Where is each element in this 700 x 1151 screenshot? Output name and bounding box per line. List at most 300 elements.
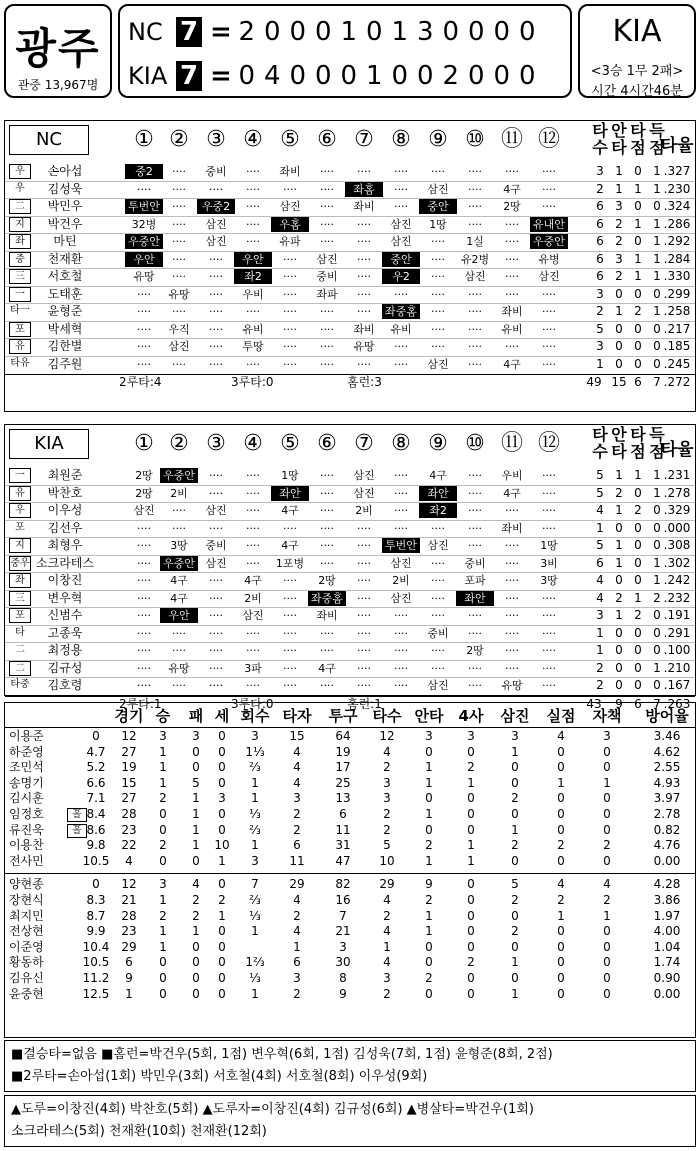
at-bat-result-inning-5: ····: [283, 591, 297, 605]
at-bat-result-inning-6: ····: [320, 322, 334, 336]
pitcher-stat-1: 27: [121, 791, 137, 806]
inning-header-12: ⑫: [537, 431, 560, 456]
pitcher-stat-12: 4: [557, 877, 565, 892]
pitcher-stat-11: 2: [511, 893, 519, 907]
batter-row: [5, 660, 695, 677]
batter-h: 0: [615, 356, 623, 371]
inning-header-8: ⑧: [391, 127, 411, 152]
at-bat-result-inning-5: ····: [283, 644, 297, 657]
at-bat-result-inning-5: ····: [283, 182, 297, 196]
batter-rbi: 1: [634, 468, 642, 482]
batter-h: 1: [615, 538, 623, 552]
away-inning-10-runs: 0: [467, 17, 485, 47]
at-bat-result-inning-4: 우비: [242, 287, 264, 301]
stat-header-top-3: 타: [630, 425, 646, 444]
at-bat-result-inning-2: 유땅: [168, 287, 190, 301]
batter-row: [5, 520, 695, 537]
batter-avg: .100: [663, 643, 691, 657]
pitcher-stat-7: 8: [339, 971, 347, 985]
batter-h: 0: [615, 321, 623, 336]
position-label: 三: [9, 269, 31, 284]
at-bat-result-inning-4: 4구: [244, 574, 262, 587]
at-bat-result-inning-2: 4구: [170, 574, 188, 587]
pitching-header-11: 삼진: [500, 707, 530, 725]
pitcher-stat-13: 1: [603, 908, 611, 923]
batter-r: 0: [653, 356, 661, 371]
batter-r: 1: [653, 251, 661, 266]
batter-name: 손아섭: [47, 164, 83, 178]
at-bat-result-inning-11: ····: [505, 661, 519, 675]
at-bat-result-inning-4: ····: [246, 679, 260, 692]
at-bat-result-inning-4: ····: [246, 644, 260, 657]
at-bat-result-inning-7: ····: [357, 626, 371, 640]
at-bat-result-inning-7: ····: [357, 287, 371, 301]
pitcher-stat-13: 0: [603, 760, 611, 775]
away-inning-3-runs: 0: [289, 17, 307, 47]
at-bat-result-inning-1: ····: [137, 661, 151, 675]
pitcher-entry-inning: 4.7: [86, 744, 106, 759]
at-bat-result-inning-7: ····: [357, 609, 371, 622]
pitcher-stat-2: 2: [159, 791, 167, 806]
batter-h: 0: [615, 660, 623, 675]
pitcher-entry-inning: 10.5: [82, 853, 110, 868]
batter-avg: .210: [663, 660, 691, 675]
batter-ab: 2: [596, 678, 604, 692]
at-bat-result-inning-5: 좌안: [271, 486, 309, 501]
at-bat-result-inning-8: ····: [394, 200, 408, 213]
inning-header-7: ⑦: [354, 127, 374, 152]
at-bat-result-inning-11: ····: [505, 235, 519, 248]
batter-row: [5, 286, 695, 303]
pitcher-stat-10: 0: [467, 971, 475, 985]
at-bat-result-inning-12: 3비: [540, 556, 558, 570]
row-divider: [5, 485, 695, 486]
pitcher-row: [5, 909, 695, 925]
pitcher-entry-inning: 12.5: [82, 986, 110, 1001]
batter-name: 김주원: [47, 356, 83, 371]
at-bat-result-inning-5: 4구: [281, 539, 299, 552]
pitcher-stat-2: 1: [159, 775, 167, 790]
at-bat-result-inning-8: 유비: [390, 322, 412, 336]
batter-h: 0: [615, 678, 623, 692]
pitcher-stat-5: ⅔: [249, 893, 261, 907]
pitcher-stat-13: 0: [603, 807, 611, 821]
pitcher-stat-4: 0: [218, 939, 226, 954]
position-label: 타: [15, 626, 25, 638]
position-label: 타유: [10, 357, 30, 369]
pitcher-stat-2: 0: [159, 971, 167, 985]
at-bat-result-inning-6: ····: [320, 626, 334, 640]
game-notes-hits: [4, 1040, 696, 1092]
batter-r: 1: [653, 304, 661, 318]
at-bat-result-inning-12: ····: [542, 521, 556, 535]
pitcher-stat-5: 1: [251, 791, 259, 806]
pitcher-row: [5, 807, 695, 823]
batter-h: 0: [615, 573, 623, 587]
at-bat-result-inning-10: ····: [468, 486, 482, 500]
pitcher-stat-9: 0: [425, 955, 433, 970]
position-label: 우: [9, 164, 31, 179]
team-total-h: 9: [615, 696, 623, 711]
home-inning-8-runs: 0: [416, 61, 434, 91]
pitcher-stat-2: 1: [159, 924, 167, 939]
at-bat-result-inning-3: 우중2: [197, 199, 235, 214]
pitcher-stat-5: 1: [251, 924, 259, 939]
at-bat-result-inning-5: ····: [283, 287, 297, 301]
pitcher-stat-8: 3: [383, 971, 391, 985]
at-bat-result-inning-7: ····: [357, 165, 371, 178]
at-bat-result-inning-6: ····: [320, 486, 334, 500]
at-bat-result-inning-3: ····: [209, 521, 223, 535]
pitcher-stat-6: 29: [289, 877, 305, 892]
row-divider: [5, 181, 695, 182]
pitcher-stat-4: 0: [218, 807, 226, 821]
at-bat-result-inning-7: ····: [357, 574, 371, 587]
row-divider: [5, 338, 695, 339]
batter-r: 1: [653, 234, 661, 248]
at-bat-result-inning-7: ····: [357, 556, 371, 570]
pitcher-stat-12: 0: [557, 791, 565, 806]
at-bat-result-inning-2: ····: [172, 252, 186, 266]
batter-avg: .245: [663, 356, 691, 371]
pitcher-stat-9: 1: [425, 807, 433, 821]
pitcher-stat-1: 1: [125, 986, 133, 1001]
homerun-total: 홈런:3: [347, 375, 382, 389]
at-bat-result-inning-5: ····: [283, 661, 297, 675]
pitching-header-7: 투구: [328, 707, 358, 725]
at-bat-result-inning-12: ····: [542, 165, 556, 178]
pitcher-stat-11: 0: [511, 775, 519, 790]
batter-row: [5, 590, 695, 607]
at-bat-result-inning-6: 좌파: [316, 287, 338, 301]
at-bat-result-inning-8: ····: [394, 357, 408, 371]
at-bat-result-inning-8: 중안: [382, 252, 420, 267]
pitcher-row: [5, 940, 695, 956]
at-bat-result-inning-1: ····: [137, 287, 151, 301]
pitcher-row: [5, 893, 695, 909]
at-bat-result-inning-12: ····: [542, 287, 556, 301]
batter-ab: 2: [596, 181, 604, 196]
pitcher-stat-13: 4: [603, 877, 611, 892]
pitcher-stat-1: 15: [121, 775, 137, 790]
pitcher-stat-6: 4: [293, 893, 301, 907]
at-bat-result-inning-3: ····: [209, 661, 223, 675]
pitcher-stat-14: 4.28: [653, 877, 681, 892]
at-bat-result-inning-3: ····: [209, 626, 223, 640]
pitcher-stat-9: 9: [425, 877, 433, 892]
at-bat-result-inning-9: ····: [431, 287, 445, 301]
batter-rbi: 0: [634, 660, 642, 675]
away-total-runs: 7: [176, 17, 202, 47]
at-bat-result-inning-3: ····: [209, 574, 223, 587]
at-bat-result-inning-7: 삼진: [353, 486, 375, 500]
pitcher-stat-7: 3: [339, 939, 347, 954]
pitcher-stat-7: 19: [335, 744, 351, 759]
home-inning-7-runs: 0: [391, 61, 409, 91]
at-bat-result-inning-12: ····: [542, 340, 556, 353]
row-divider: [5, 625, 695, 626]
pitcher-stat-11: 5: [511, 877, 519, 892]
at-bat-result-inning-7: ····: [357, 644, 371, 657]
at-bat-result-inning-1: ····: [137, 556, 151, 570]
pitcher-stat-4: 0: [218, 955, 226, 970]
batter-h: 2: [615, 216, 623, 231]
at-bat-result-inning-9: 중비: [427, 626, 449, 640]
at-bat-result-inning-1: ····: [137, 609, 151, 622]
pitcher-stat-10: 0: [467, 807, 475, 821]
at-bat-result-inning-10: ····: [468, 679, 482, 692]
at-bat-result-inning-6: ····: [320, 217, 334, 231]
batter-ab: 1: [596, 625, 604, 640]
batter-row: [5, 356, 695, 373]
at-bat-result-inning-12: ····: [542, 591, 556, 605]
stat-header-top-2: 안: [611, 425, 627, 444]
at-bat-result-inning-8: ····: [394, 521, 408, 535]
at-bat-result-inning-2: ····: [172, 305, 186, 318]
pitcher-stat-12: 0: [557, 744, 565, 759]
batter-rbi: 0: [634, 321, 642, 336]
pitcher-stat-6: 1: [293, 939, 301, 954]
away-inning-5-runs: 1: [340, 17, 358, 47]
pitcher-stat-14: 0.00: [653, 986, 681, 1001]
at-bat-result-inning-1: ····: [137, 357, 151, 371]
batter-rbi: 1: [634, 216, 642, 231]
pitcher-stat-12: 0: [557, 939, 565, 954]
at-bat-result-inning-1: ····: [137, 521, 151, 535]
pitcher-stat-6: 15: [289, 729, 305, 743]
at-bat-result-inning-6: 4구: [318, 661, 336, 675]
pitcher-stat-5: ⅓: [249, 908, 261, 923]
at-bat-result-inning-10: ····: [468, 322, 482, 336]
batter-ab: 6: [596, 216, 604, 231]
batter-rbi: 0: [634, 573, 642, 587]
pitcher-stat-5: ⅔: [249, 760, 261, 775]
pitcher-stat-1: 4: [125, 853, 133, 868]
at-bat-result-inning-8: ····: [394, 469, 408, 482]
at-bat-result-inning-8: ····: [394, 679, 408, 692]
pitcher-stat-3: 1: [192, 822, 200, 837]
row-divider: [5, 642, 695, 643]
home-inning-6-runs: 1: [365, 61, 383, 91]
home-total-runs: 7: [176, 61, 202, 91]
pitcher-name: 임정호: [9, 807, 44, 821]
batter-rbi: 1: [634, 269, 642, 283]
pitcher-stat-13: 1: [603, 775, 611, 790]
batter-r: 0: [653, 199, 661, 213]
at-bat-result-inning-11: ····: [505, 287, 519, 301]
pitcher-entry-inning: 7.1: [86, 791, 106, 806]
at-bat-result-inning-4: 좌2: [234, 269, 272, 284]
pitcher-stat-14: 1.04: [653, 939, 681, 954]
at-bat-result-inning-7: ····: [357, 661, 371, 675]
at-bat-result-inning-12: 3땅: [540, 574, 558, 587]
pitcher-entry-inning: 5.2: [86, 760, 106, 775]
triples-total: 3루타:0: [231, 696, 274, 711]
pitching-header-8: 타수: [372, 707, 402, 725]
pitcher-stat-6: 2: [293, 807, 301, 821]
at-bat-result-inning-9: ····: [431, 165, 445, 178]
batter-row: [5, 321, 695, 338]
home-inning-5-runs: 0: [340, 61, 358, 91]
at-bat-result-inning-12: ····: [542, 644, 556, 657]
pitcher-name: 최지민: [9, 908, 44, 923]
at-bat-result-inning-2: 우안: [160, 608, 198, 623]
at-bat-result-inning-10: ····: [468, 165, 482, 178]
at-bat-result-inning-11: ····: [505, 340, 519, 353]
at-bat-result-inning-9: ····: [431, 644, 445, 657]
inning-header-5: ⑤: [280, 127, 300, 152]
pitcher-stat-3: 1: [192, 838, 200, 853]
position-label: 一: [9, 468, 31, 483]
at-bat-result-inning-8: 투번안: [382, 538, 420, 553]
at-bat-result-inning-9: ····: [431, 609, 445, 622]
at-bat-result-inning-11: 좌비: [501, 521, 523, 535]
at-bat-result-inning-1: 투번안: [125, 199, 163, 214]
pitcher-name: 이준영: [9, 939, 44, 954]
pitching-header-14: 방어율: [645, 707, 689, 725]
pitcher-name: 송명기: [9, 775, 44, 790]
stat-header-bottom-1: 수: [592, 138, 608, 157]
batter-row: [5, 338, 695, 355]
batter-row: [5, 268, 695, 285]
batter-ab: 4: [596, 573, 604, 587]
home-inning-3-runs: 0: [289, 61, 307, 91]
pitcher-stat-8: 3: [383, 791, 391, 806]
pitcher-stat-3: 0: [192, 955, 200, 970]
at-bat-result-inning-3: ····: [209, 644, 223, 657]
team-avg: .272: [663, 375, 691, 389]
at-bat-result-inning-10: 포파: [464, 574, 486, 587]
pitcher-name: 장현식: [9, 893, 44, 907]
at-bat-result-inning-1: ····: [137, 305, 151, 318]
away-inning-6-runs: 0: [365, 17, 383, 47]
hold-badge: 홀: [67, 824, 87, 838]
at-bat-result-inning-5: ····: [283, 609, 297, 622]
game-time: 시간 4시간46분: [591, 84, 683, 99]
pitcher-stat-14: 1.97: [653, 908, 681, 923]
batter-row: [5, 607, 695, 624]
pitcher-stat-8: 10: [379, 853, 395, 868]
inning-header-1: ①: [134, 127, 154, 152]
batter-rbi: 2: [634, 304, 642, 318]
at-bat-result-inning-12: ····: [542, 322, 556, 336]
at-bat-result-inning-2: ····: [172, 270, 186, 283]
at-bat-result-inning-8: ····: [394, 661, 408, 675]
at-bat-result-inning-3: ····: [209, 322, 223, 336]
at-bat-result-inning-10: ····: [468, 287, 482, 301]
position-label: 二: [15, 644, 25, 655]
at-bat-result-inning-12: ····: [542, 679, 556, 692]
batter-r: 1: [653, 660, 661, 675]
team-total-r: 7: [653, 375, 661, 389]
at-bat-result-inning-9: ····: [431, 235, 445, 248]
at-bat-result-inning-3: ····: [209, 469, 223, 482]
inning-header-10: ⑩: [465, 431, 485, 456]
pitcher-stat-1: 9: [125, 971, 133, 985]
batter-ab: 1: [596, 643, 604, 657]
batter-h: 0: [615, 643, 623, 657]
pitcher-stat-7: 25: [335, 775, 351, 790]
at-bat-result-inning-11: 4구: [503, 486, 521, 500]
pitcher-stat-11: 1: [511, 955, 519, 970]
at-bat-result-inning-8: ····: [394, 609, 408, 622]
stadium-city: 광주: [15, 24, 101, 73]
pitcher-stat-2: 0: [159, 955, 167, 970]
doubles-total: 2루타:1: [119, 696, 162, 711]
inning-header-11: ⑪: [500, 431, 523, 456]
at-bat-result-inning-5: ····: [283, 270, 297, 283]
at-bat-result-inning-10: ····: [468, 182, 482, 196]
team-name-box: KIA: [9, 429, 89, 459]
position-label: 좌: [9, 573, 31, 588]
batter-ab: 6: [596, 269, 604, 283]
pitcher-row: [5, 760, 695, 776]
pitcher-stat-8: 1: [383, 939, 391, 954]
pitcher-stat-11: 1: [511, 822, 519, 837]
pitcher-entry-inning: 10.5: [82, 955, 110, 970]
at-bat-result-inning-2: 2비: [170, 486, 188, 500]
batter-ab: 2: [596, 660, 604, 675]
batter-avg: .167: [663, 678, 691, 692]
pitcher-stat-12: 2: [557, 838, 565, 853]
note-steals-dp: ▲도루=이창진(4회) 박찬호(5회) ▲도루자=이창진(4회) 김규성(6회) ▲병살타=박건우(1회): [11, 1102, 534, 1117]
batter-name: 윤형준: [47, 304, 83, 318]
batter-h: 0: [615, 520, 623, 535]
pitcher-stat-13: 2: [603, 893, 611, 907]
pitcher-stat-11: 0: [511, 971, 519, 985]
pitcher-row: [5, 955, 695, 971]
doubles-total: 2루타:4: [119, 375, 162, 389]
pitcher-row: [5, 729, 695, 745]
at-bat-result-inning-9: 삼진: [427, 539, 449, 552]
inning-header-11: ⑪: [500, 127, 523, 152]
at-bat-result-inning-12: ····: [542, 305, 556, 318]
team-total-ab: 43: [586, 696, 602, 711]
pitcher-stat-14: 4.93: [653, 775, 681, 790]
at-bat-result-inning-11: ····: [505, 539, 519, 552]
away-inning-1-runs: 2: [238, 17, 256, 47]
home-inning-12-runs: 0: [518, 61, 536, 91]
pitcher-stat-4: 0: [218, 729, 226, 743]
at-bat-result-inning-6: 좌중홈: [308, 591, 346, 606]
at-bat-result-inning-12: 유병: [538, 252, 560, 266]
at-bat-result-inning-4: 삼진: [242, 609, 264, 622]
row-divider: [5, 198, 695, 199]
at-bat-result-inning-7: 좌비: [353, 200, 375, 213]
inning-header-9: ⑨: [428, 127, 448, 152]
pitcher-stat-10: 2: [467, 955, 475, 970]
at-bat-result-inning-11: 우비: [501, 469, 523, 482]
stat-header-bottom-3: 점: [630, 138, 646, 157]
batter-row: [5, 251, 695, 268]
pitcher-stat-14: 1.74: [653, 955, 681, 970]
pitcher-stat-10: 0: [467, 877, 475, 892]
pitcher-stat-10: 0: [467, 893, 475, 907]
game-notes-running: [4, 1095, 696, 1147]
at-bat-result-inning-10: 1실: [466, 235, 484, 248]
inning-header-8: ⑧: [391, 431, 411, 456]
batter-name: 이창진: [47, 573, 83, 587]
batter-h: 3: [615, 199, 623, 213]
pitcher-stat-3: 5: [192, 775, 200, 790]
at-bat-result-inning-5: ····: [283, 357, 297, 371]
batter-name: 김성욱: [47, 181, 83, 196]
at-bat-result-inning-12: 유내안: [530, 217, 568, 232]
batter-name: 김한별: [47, 339, 83, 353]
batter-avg: .299: [663, 286, 691, 301]
pitcher-stat-3: 2: [192, 908, 200, 923]
homerun-total: 홈런:1: [347, 696, 382, 711]
